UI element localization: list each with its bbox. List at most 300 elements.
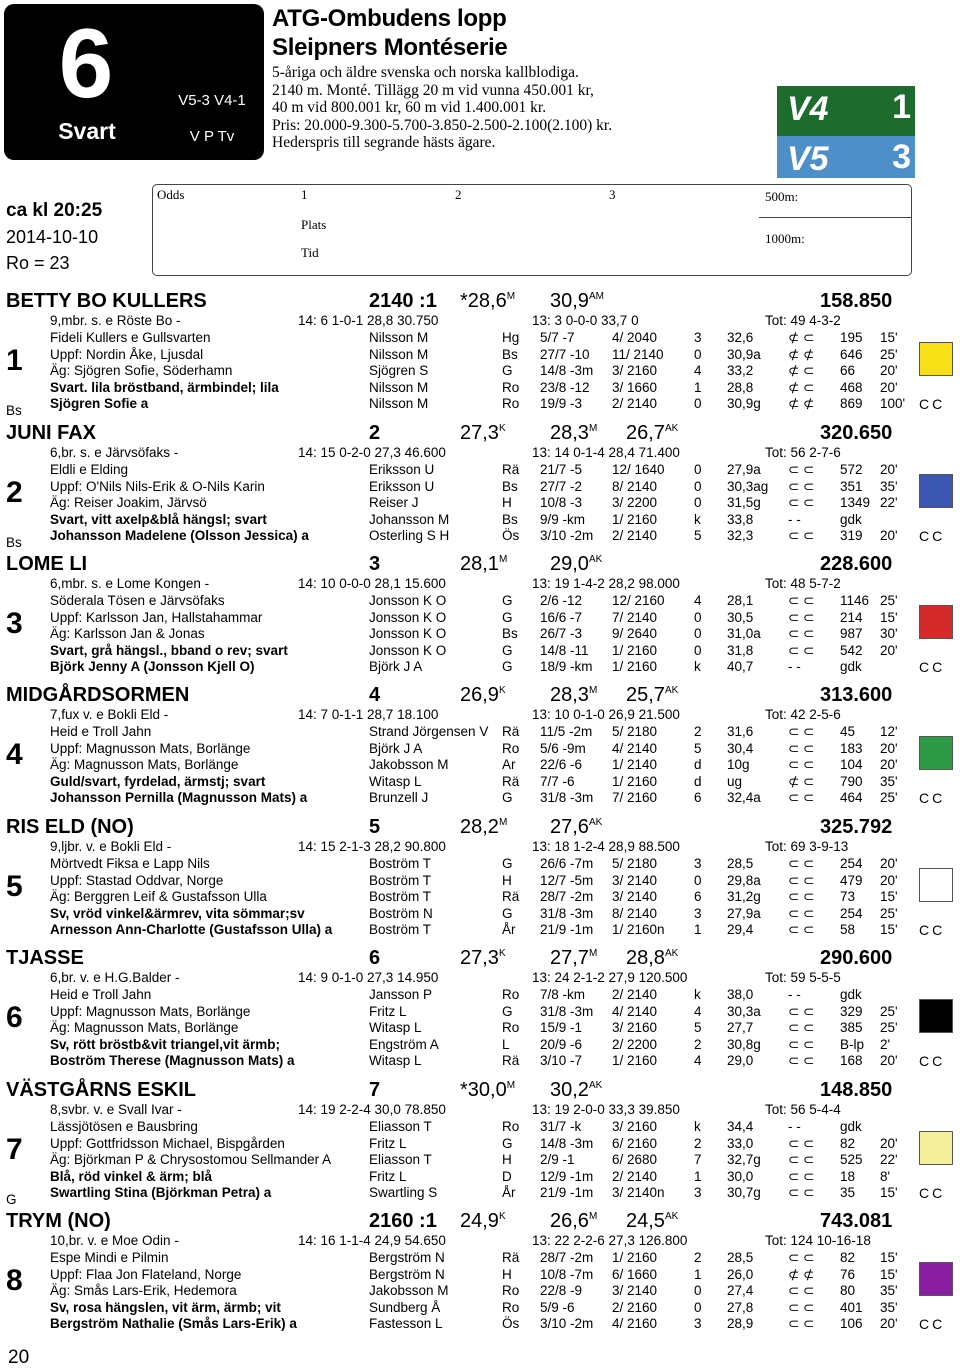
horse-shoe-note: Bs: [6, 535, 22, 550]
start-track: Rä: [502, 1250, 520, 1265]
start-shoe: ⊂ ⊂: [788, 626, 815, 642]
start-row: [0, 330, 960, 347]
info-tot: Tot: 69 3-9-13: [765, 839, 849, 854]
start-row: [0, 906, 960, 923]
start-track: Rä: [502, 773, 520, 789]
start-pos: 3: [694, 856, 702, 871]
start-row: [0, 1053, 960, 1070]
start-time: 26,0: [727, 1266, 754, 1282]
start-row: [0, 774, 960, 791]
start-text: Sjögren Sofie a: [50, 396, 149, 412]
horse-record: [550, 1079, 602, 1101]
start-prize: 20': [880, 1316, 898, 1332]
start-trainer: Jakobsson M: [369, 1283, 449, 1299]
start-row: [0, 1136, 960, 1153]
start-trainer: Swartling S: [369, 1185, 438, 1201]
start-track: G: [502, 1135, 513, 1151]
start-res: 3/ 2140n: [612, 1185, 665, 1201]
start-odds: 542: [840, 642, 863, 658]
horse-record: [626, 947, 678, 969]
record-time: 26,9: [460, 684, 499, 706]
start-odds: 329: [840, 1003, 863, 1019]
start-row: [0, 380, 960, 397]
start-trainer: Boström T: [369, 856, 432, 871]
horse-name: VÄSTGÅRNS ESKIL: [6, 1079, 197, 1101]
start-trainer: Jonsson K O: [369, 626, 447, 642]
info-y13: 13: 24 2-1-2 27,9 120.500: [532, 970, 688, 985]
info-y14: 14: 15 2-1-3 28,2 90.800: [298, 839, 446, 854]
start-date: 31/8 -3m: [540, 905, 594, 921]
start-row: [0, 1283, 960, 1300]
cc-mark: CC: [919, 790, 946, 806]
start-res: 1/ 2160: [612, 773, 658, 789]
start-pos: k: [694, 1119, 701, 1134]
info-y13: 13: 18 1-2-4 28,9 88.500: [532, 839, 680, 854]
odds-label: Odds: [157, 187, 185, 202]
start-prize: 15': [880, 330, 898, 345]
start-shoe: ⊂ ⊂: [788, 1053, 815, 1069]
start-pos: 7: [694, 1152, 702, 1168]
start-prize: 20': [880, 462, 898, 477]
silk-color-swatch: [919, 999, 953, 1033]
start-prize: 25': [880, 346, 898, 362]
start-pos: 0: [694, 1283, 702, 1299]
start-prize: 8': [880, 1168, 891, 1184]
horse-info-row: [0, 445, 960, 462]
record-type: M: [498, 817, 508, 828]
start-prize: 25': [880, 1020, 898, 1036]
start-odds: 73: [840, 889, 856, 905]
start-prize: 15': [880, 922, 898, 938]
record-time: 27,6: [550, 816, 589, 838]
start-shoe: ⊂ ⊂: [788, 462, 815, 477]
start-pos: 5: [694, 740, 702, 756]
start-pos: 2: [694, 1250, 702, 1265]
start-res: 8/ 2140: [612, 478, 658, 494]
start-odds: 479: [840, 872, 863, 888]
start-res: 6/ 2680: [612, 1152, 658, 1168]
start-trainer: Bergström N: [369, 1266, 445, 1282]
horse-earnings: 290.600: [820, 947, 893, 969]
start-text: Uppf: Magnusson Mats, Borlänge: [50, 1003, 251, 1019]
start-odds: 254: [840, 856, 863, 871]
start-row: [0, 724, 960, 741]
start-trainer: Witasp L: [369, 1020, 422, 1036]
start-date: 15/9 -1: [540, 1020, 583, 1036]
record-time: 28,3: [550, 684, 589, 706]
start-time: 30,7g: [727, 1185, 761, 1201]
start-time: 28,5: [727, 1250, 754, 1265]
start-number: 4: [6, 738, 23, 771]
start-trainer: Boström N: [369, 905, 433, 921]
start-track: Ro: [502, 1020, 520, 1036]
cc-mark: CC: [919, 528, 946, 544]
record-type: K: [498, 423, 506, 434]
start-odds: 319: [840, 528, 863, 544]
race-title: [272, 4, 507, 62]
race-desc-line: 40 m vid 800.001 kr, 60 m vid 1.400.001 kr.: [272, 99, 547, 116]
start-prize: 15': [880, 1250, 898, 1265]
record-type: M: [588, 948, 598, 959]
start-trainer: Boström T: [369, 872, 432, 888]
info-desc: 6,br. v. e H.G.Balder -: [50, 970, 180, 985]
start-odds: 254: [840, 905, 863, 921]
start-row: [0, 1169, 960, 1186]
race-title-line2: Sleipners Montéserie: [272, 34, 508, 61]
start-prize: 15': [880, 609, 898, 625]
start-pos: 3: [694, 1316, 702, 1332]
start-pos: k: [694, 511, 701, 527]
start-pos: 0: [694, 462, 702, 477]
start-pos: 0: [694, 478, 702, 494]
start-odds: 572: [840, 462, 863, 477]
start-text: Guld/svart, fyrdelad, ärmstj; svart: [50, 773, 266, 789]
start-shoe: ⊂ ⊂: [788, 922, 815, 938]
start-res: 3/ 2200: [612, 495, 658, 511]
start-time: 40,7: [727, 659, 754, 675]
start-time: 30,9g: [727, 396, 761, 412]
start-text: Äg: Magnusson Mats, Borlänge: [50, 757, 239, 773]
race-number-box: [4, 4, 264, 160]
start-track: G: [502, 856, 513, 871]
start-shoe: ⊄ ⊄: [788, 1266, 815, 1282]
start-number: 3: [6, 607, 23, 640]
start-shoe: ⊂ ⊂: [788, 1185, 815, 1201]
start-pos: k: [694, 987, 701, 1002]
start-odds: 80: [840, 1283, 856, 1299]
start-text: Sv, vröd vinkel&ärmrev, vita sömmar;sv: [50, 905, 305, 921]
start-odds: 525: [840, 1152, 863, 1168]
cc-mark: CC: [919, 659, 946, 675]
place-3-label: 3: [609, 187, 616, 202]
start-text: Johansson Pernilla (Magnusson Mats) a: [50, 790, 308, 806]
start-row: [0, 1152, 960, 1169]
start-pos: 0: [694, 495, 702, 511]
start-prize: 25': [880, 790, 898, 806]
start-res: 1/ 2160: [612, 659, 658, 675]
horse-distance: 2140 :1: [369, 290, 437, 312]
start-row: [0, 479, 960, 496]
start-odds: 18: [840, 1168, 856, 1184]
start-res: 1/ 2140: [612, 757, 658, 773]
start-res: 3/ 2160: [612, 363, 658, 379]
start-date: 18/9 -km: [540, 659, 593, 675]
start-row: [0, 610, 960, 627]
record-type: K: [498, 685, 506, 696]
start-date: 23/8 -12: [540, 379, 590, 395]
info-desc: 7,fux v. e Bokli Eld -: [50, 707, 169, 722]
horse-name: MIDGÅRDSORMEN: [6, 684, 190, 706]
place-1-label: 1: [301, 187, 308, 202]
record-type: AK: [664, 423, 679, 434]
start-row: [0, 528, 960, 545]
start-pos: d: [694, 757, 702, 773]
record-type: AK: [664, 948, 679, 959]
start-track: Bs: [502, 626, 518, 642]
horse-shoe-note: Bs: [6, 403, 22, 418]
start-trainer: Strand Jörgensen V: [369, 724, 489, 739]
start-track: År: [502, 1185, 516, 1201]
start-date: 5/9 -6: [540, 1299, 575, 1315]
start-time: 27,7: [727, 1020, 754, 1036]
start-time: 28,5: [727, 856, 754, 871]
start-track: D: [502, 1168, 512, 1184]
start-shoe: ⊄ ⊄: [788, 396, 815, 412]
start-track: Ro: [502, 396, 520, 412]
start-row: [0, 856, 960, 873]
start-res: 2/ 2140: [612, 1168, 658, 1184]
start-date: 3/10 -2m: [540, 528, 594, 544]
horse-name: JUNI FAX: [6, 422, 97, 444]
start-pos: k: [694, 659, 701, 675]
start-shoe: ⊂ ⊂: [788, 478, 815, 494]
start-shoe: ⊂ ⊂: [788, 856, 815, 871]
start-time: 32,7g: [727, 1152, 761, 1168]
start-odds: 468: [840, 379, 863, 395]
start-pos: 5: [694, 1020, 702, 1036]
start-row: [0, 512, 960, 529]
info-desc: 6,mbr. s. e Lome Kongen -: [50, 576, 210, 591]
start-time: 27,8: [727, 1299, 754, 1315]
start-pos: 0: [694, 626, 702, 642]
silk-color-swatch: [919, 1131, 953, 1165]
cc-mark: CC: [919, 396, 946, 412]
horse-earnings: 313.600: [820, 684, 893, 706]
start-row: [0, 1250, 960, 1267]
start-track: Ro: [502, 379, 520, 395]
start-text: Eldli e Elding: [50, 462, 129, 477]
horse-record: [460, 553, 507, 575]
start-prize: 20': [880, 1135, 898, 1151]
start-text: Äg: Sjögren Sofie, Söderhamn: [50, 363, 233, 379]
info-y14: 14: 19 2-2-4 30,0 78.850: [298, 1102, 446, 1117]
horse-info-row: [0, 1102, 960, 1119]
start-text: Uppf: Gottfridsson Michael, Bispgården: [50, 1135, 285, 1151]
horse-record: [626, 422, 678, 444]
start-time: 32,4a: [727, 790, 761, 806]
start-prize: 25': [880, 905, 898, 921]
start-row: [0, 987, 960, 1004]
start-text: Uppf: Nordin Åke, Ljusdal: [50, 346, 204, 362]
start-number: 6: [6, 1001, 23, 1034]
silk-color-swatch: [919, 474, 953, 508]
start-shoe: ⊄ ⊂: [788, 379, 815, 395]
race-desc-line: Pris: 20.000-9.300-5.700-3.850-2.500-2.100(2.100) kr.: [272, 116, 613, 134]
start-text: Sv, rosa hängslen, vit ärm, ärmb; vit: [50, 1299, 281, 1315]
start-row: [0, 1004, 960, 1021]
start-date: 2/9 -1: [540, 1152, 575, 1168]
start-text: Swartling Stina (Björkman Petra) a: [50, 1185, 272, 1201]
race-number: 6: [58, 8, 114, 118]
start-date: 28/7 -2m: [540, 1250, 594, 1265]
info-tot: Tot: 48 5-7-2: [765, 576, 841, 591]
horse-distance: 6: [369, 947, 381, 969]
start-date: 16/6 -7: [540, 609, 583, 625]
start-time: 10g: [727, 757, 750, 773]
start-prize: 2': [880, 1036, 891, 1052]
split-divider: [759, 217, 911, 218]
start-date: 9/9 -km: [540, 511, 586, 527]
start-time: 33,0: [727, 1135, 754, 1151]
start-odds: 869: [840, 396, 863, 412]
start-shoe: - -: [788, 659, 801, 675]
start-res: 8/ 2140: [612, 905, 658, 921]
start-shoe: ⊂ ⊂: [788, 1283, 815, 1299]
start-track: G: [502, 642, 513, 658]
start-shoe: - -: [788, 511, 801, 527]
start-track: G: [502, 363, 513, 379]
start-pos: 0: [694, 1299, 702, 1315]
horse-info-row: [0, 313, 960, 330]
start-row: [0, 889, 960, 906]
start-date: 11/5 -2m: [540, 724, 593, 739]
start-trainer: Björk J A: [369, 740, 423, 756]
start-track: Ös: [502, 528, 520, 544]
start-row: [0, 462, 960, 479]
info-desc: 6,br. s. e Järvsöfaks -: [50, 445, 179, 460]
horse-entry: [0, 684, 960, 816]
start-shoe: ⊂ ⊂: [788, 495, 815, 511]
v4-logo: [777, 86, 915, 136]
start-text: Sv, rött bröstb&vit triangel,vit ärmb;: [50, 1036, 281, 1052]
start-number: 7: [6, 1133, 23, 1166]
start-prize: 20': [880, 379, 898, 395]
info-y14: 14: 10 0-0-0 28,1 15.600: [298, 576, 446, 591]
start-res: 5/ 2180: [612, 724, 658, 739]
start-date: 12/9 -1m: [540, 1168, 594, 1184]
start-track: Ro: [502, 987, 520, 1002]
start-text: Uppf: Karlsson Jan, Hallstahammar: [50, 609, 263, 625]
start-track: Bs: [502, 478, 518, 494]
start-row: [0, 790, 960, 807]
horse-distance: 2: [369, 422, 381, 444]
horse-record: [550, 1210, 597, 1232]
start-date: 26/7 -3: [540, 626, 583, 642]
start-trainer: Fritz L: [369, 1168, 407, 1184]
silk-color-swatch: [919, 1262, 953, 1296]
horse-distance: 4: [369, 684, 381, 706]
start-odds: 35: [840, 1185, 856, 1201]
start-time: 32,6: [727, 330, 754, 345]
start-shoe: ⊂ ⊂: [788, 889, 815, 905]
cc-mark: CC: [919, 1316, 946, 1332]
start-prize: 30': [880, 626, 898, 642]
start-trainer: Jonsson K O: [369, 642, 447, 658]
horse-info-row: [0, 970, 960, 987]
start-row: [0, 1267, 960, 1284]
horse-distance: 7: [369, 1079, 381, 1101]
start-date: 21/9 -1m: [540, 1185, 594, 1201]
start-shoe: ⊂ ⊂: [788, 1135, 815, 1151]
start-odds: 183: [840, 740, 863, 756]
race-description: [272, 64, 772, 152]
start-odds: gdk: [840, 511, 862, 527]
start-shoe: ⊂ ⊂: [788, 1036, 815, 1052]
start-prize: 20': [880, 528, 898, 544]
start-time: 32,3: [727, 528, 754, 544]
start-trainer: Jakobsson M: [369, 757, 449, 773]
record-time: 28,8: [626, 947, 665, 969]
start-trainer: Fritz L: [369, 1003, 407, 1019]
info-desc: 10,br. v. e Moe Odin -: [50, 1233, 179, 1248]
start-date: 31/8 -3m: [540, 1003, 594, 1019]
race-desc-line: Hederspris till segrande hästs ägare.: [272, 134, 496, 151]
horse-earnings: 148.850: [820, 1079, 893, 1101]
record-time: 30,9: [550, 290, 589, 312]
start-trainer: Nilsson M: [369, 346, 429, 362]
start-odds: 45: [840, 724, 856, 739]
start-odds: 987: [840, 626, 863, 642]
start-shoe: ⊂ ⊂: [788, 642, 815, 658]
record-type: M: [588, 423, 598, 434]
start-row: [0, 873, 960, 890]
start-pos: 0: [694, 396, 702, 412]
horse-info-row: [0, 576, 960, 593]
start-pos: 1: [694, 922, 702, 938]
place-2-label: 2: [455, 187, 462, 202]
horse-name: LOME LI: [6, 553, 88, 575]
start-odds: 351: [840, 478, 863, 494]
horse-distance: 5: [369, 816, 381, 838]
start-time: 33,2: [727, 363, 754, 379]
start-res: 2/ 2140: [612, 987, 658, 1002]
start-res: 3/ 2160: [612, 1119, 658, 1134]
start-shoe: ⊂ ⊂: [788, 724, 815, 739]
split-1000-label: 1000m:: [765, 231, 805, 246]
start-pos: 5: [694, 528, 702, 544]
start-trainer: Johansson M: [369, 511, 450, 527]
horse-record: [550, 947, 597, 969]
start-track: L: [502, 1036, 510, 1052]
start-pos: 0: [694, 642, 702, 658]
start-odds: 401: [840, 1299, 863, 1315]
record-time: 30,2: [550, 1079, 589, 1101]
start-res: 1/ 2160: [612, 642, 658, 658]
start-trainer: Eliasson T: [369, 1152, 432, 1168]
record-type: AK: [588, 1080, 603, 1091]
start-res: 7/ 2140: [612, 609, 658, 625]
start-trainer: Nilsson M: [369, 330, 429, 345]
info-tot: Tot: 124 10-16-18: [765, 1233, 871, 1248]
horse-record: [550, 290, 604, 312]
start-time: 28,1: [727, 593, 754, 608]
start-date: 3/10 -2m: [540, 1316, 594, 1332]
start-time: 30,3ag: [727, 478, 769, 494]
start-prize: 35': [880, 773, 898, 789]
start-row: [0, 593, 960, 610]
start-res: 3/ 1660: [612, 379, 658, 395]
horse-record: [550, 553, 602, 575]
start-res: 1/ 2160: [612, 1250, 658, 1265]
start-res: 4/ 2160: [612, 1316, 658, 1332]
record-type: AK: [588, 554, 603, 565]
info-y13: 13: 3 0-0-0 33,7 0: [532, 313, 639, 328]
horse-distance: 3: [369, 553, 381, 575]
start-track: G: [502, 1003, 513, 1019]
start-odds: 385: [840, 1020, 863, 1036]
start-odds: 66: [840, 363, 856, 379]
start-pos: 4: [694, 1003, 702, 1019]
start-trainer: Witasp L: [369, 1053, 422, 1069]
start-odds: 58: [840, 922, 856, 938]
start-track: Bs: [502, 511, 518, 527]
start-track: Ar: [502, 757, 516, 773]
record-time: 29,0: [550, 553, 589, 575]
horse-record: [550, 422, 597, 444]
start-odds: 168: [840, 1053, 863, 1069]
horse-record: [460, 290, 515, 312]
horse-entry: [0, 553, 960, 685]
